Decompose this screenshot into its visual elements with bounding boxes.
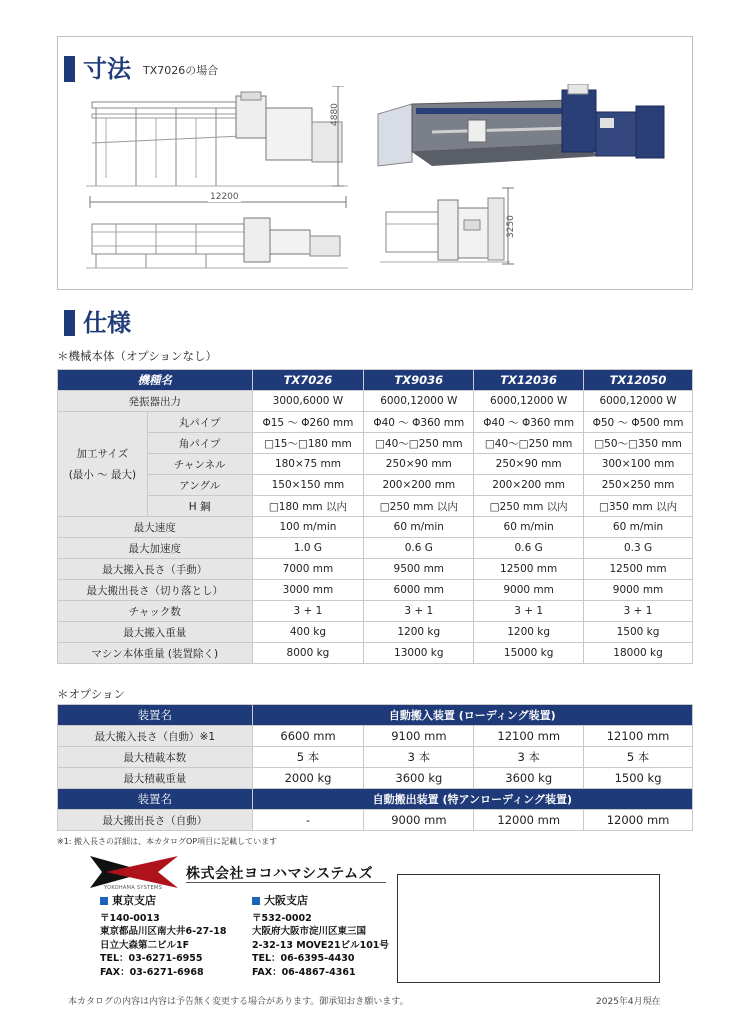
osaka-fax: FAX：06-4867-4361 <box>252 966 356 978</box>
company-underline <box>186 882 386 883</box>
cell: □250 mm 以内 <box>364 496 474 517</box>
cell: 3 本 <box>364 747 474 768</box>
table-row <box>58 517 693 538</box>
row-label: 最大積載本数 <box>58 747 253 768</box>
cell: 12500 mm <box>474 559 584 580</box>
cell: 9000 mm <box>364 810 474 831</box>
side-height-label: 3250 <box>506 215 516 238</box>
osaka-zip: 〒532-0002 <box>252 912 312 924</box>
cell: 5 本 <box>584 747 693 768</box>
cell: □350 mm 以内 <box>584 496 693 517</box>
table-row <box>58 559 693 580</box>
height-dimension-line <box>328 86 348 188</box>
cell: 18000 kg <box>584 643 693 664</box>
row-label: 最大速度 <box>58 517 253 538</box>
specs-heading <box>64 310 131 336</box>
row-label: 最大積載重量 <box>58 768 253 789</box>
table-row <box>58 454 693 475</box>
logo-text: YOKOHAMA SYSTEMS <box>104 885 163 891</box>
specs-title: 仕様 <box>83 309 131 337</box>
row-label: 最大搬入長さ（手動） <box>58 559 253 580</box>
cell: 6000,12000 W <box>584 391 693 412</box>
row-label: 最大搬出長さ（自動） <box>58 810 253 831</box>
cell: 250×90 mm <box>474 454 584 475</box>
cell: 3600 kg <box>364 768 474 789</box>
tokyo-fax: FAX：03-6271-6968 <box>100 966 204 978</box>
cell: □250 mm 以内 <box>474 496 584 517</box>
row-label: 最大搬入重量 <box>58 622 253 643</box>
options-table <box>57 704 693 831</box>
row-label: 最大搬出長さ（切り落とし） <box>58 580 253 601</box>
cell: □40～□250 mm <box>474 433 584 454</box>
osaka-branch <box>252 894 389 979</box>
tokyo-branch-heading <box>100 894 226 908</box>
table-row <box>58 601 693 622</box>
unloader-device-name: 自動搬出装置 (特アンローディング装置) <box>252 789 692 810</box>
cell: 150×150 mm <box>252 475 364 496</box>
cell: 60 m/min <box>474 517 584 538</box>
cell: 15000 kg <box>474 643 584 664</box>
height-label: 4880 <box>330 103 340 126</box>
footer-date: 2025年4月現在 <box>596 997 661 1007</box>
cell: 3000 mm <box>252 580 364 601</box>
processing-size-group <box>58 412 148 517</box>
company-name: 株式会社ヨコハマシステムズ <box>186 866 374 882</box>
osaka-address-2: 2-32-13 MOVE21ビル101号 <box>252 939 389 951</box>
cell: □180 mm 以内 <box>252 496 364 517</box>
group-sublabel: (最小 ～ 最大) <box>68 469 137 481</box>
cell: 60 m/min <box>584 517 693 538</box>
cell: 1500 kg <box>584 768 693 789</box>
device-name-label: 装置名 <box>58 789 253 810</box>
cell: 9000 mm <box>584 580 693 601</box>
row-label: H 鋼 <box>147 496 252 517</box>
cell: 3 + 1 <box>364 601 474 622</box>
osaka-branch-title: 大阪支店 <box>264 894 308 907</box>
cell: 0.6 G <box>364 538 474 559</box>
machine-3d-render <box>372 84 670 168</box>
cell: 13000 kg <box>364 643 474 664</box>
cell: 5 本 <box>252 747 364 768</box>
cell: 12000 mm <box>474 810 584 831</box>
table-row <box>58 580 693 601</box>
table-row <box>58 475 693 496</box>
cell: □15～□180 mm <box>252 433 364 454</box>
table-row <box>58 747 693 768</box>
cell: 12500 mm <box>584 559 693 580</box>
cell: 1.0 G <box>252 538 364 559</box>
cell: 3600 kg <box>474 768 584 789</box>
machine-top-drawing <box>86 210 348 272</box>
header-tx12050: TX12050 <box>584 370 693 391</box>
table-row <box>58 433 693 454</box>
cell: Φ15 ～ Φ260 mm <box>252 412 364 433</box>
table-row <box>58 643 693 664</box>
header-tx9036: TX9036 <box>364 370 474 391</box>
tokyo-zip: 〒140-0013 <box>100 912 160 924</box>
cell: 12000 mm <box>584 810 693 831</box>
width-label: 12200 <box>210 192 239 202</box>
cell: 200×200 mm <box>364 475 474 496</box>
cell: 0.3 G <box>584 538 693 559</box>
cell: 200×200 mm <box>474 475 584 496</box>
dimensions-title: 寸法 <box>83 55 131 83</box>
cell: 7000 mm <box>252 559 364 580</box>
square-icon <box>252 897 260 905</box>
cell: 1500 kg <box>584 622 693 643</box>
cell: 60 m/min <box>364 517 474 538</box>
row-label: 丸パイプ <box>147 412 252 433</box>
footnote: ※1: 搬入長さの詳細は、本カタログOP項目に記載しています <box>57 837 278 846</box>
tokyo-address-1: 東京都品川区南大井6-27-18 <box>100 926 227 937</box>
cell: 2000 kg <box>252 768 364 789</box>
footer-disclaimer: 本カタログの内容は内容は予告無く変更する場合があります。御承知おき願います。 <box>68 997 409 1007</box>
osaka-tel: TEL：06-6395-4430 <box>252 953 355 964</box>
cell: 12100 mm <box>584 726 693 747</box>
cell: 3 本 <box>474 747 584 768</box>
cell: 1200 kg <box>474 622 584 643</box>
cell: 3 + 1 <box>584 601 693 622</box>
header-tx7026: TX7026 <box>252 370 364 391</box>
machine-front-drawing <box>86 88 348 188</box>
spec-caption: ＊機械本体（オプションなし） <box>57 349 217 363</box>
header-tx12036: TX12036 <box>474 370 584 391</box>
cell: 9000 mm <box>474 580 584 601</box>
osaka-address-1: 大阪府大阪市淀川区東三国 <box>252 926 367 937</box>
cell: 1200 kg <box>364 622 474 643</box>
square-icon <box>100 897 108 905</box>
device-name-label: 装置名 <box>58 705 253 726</box>
dimensions-heading <box>64 56 218 82</box>
table-row <box>58 768 693 789</box>
group-label: 加工サイズ <box>76 448 129 460</box>
row-label: マシン本体重量 (装置除く) <box>58 643 253 664</box>
cell: 12100 mm <box>474 726 584 747</box>
cell: Φ40 ～ Φ360 mm <box>364 412 474 433</box>
table-row <box>58 810 693 831</box>
cell: 9500 mm <box>364 559 474 580</box>
cell: 400 kg <box>252 622 364 643</box>
cell: Φ40 ～ Φ360 mm <box>474 412 584 433</box>
cell: 100 m/min <box>252 517 364 538</box>
cell: 3 + 1 <box>252 601 364 622</box>
cell: 3000,6000 W <box>252 391 364 412</box>
tokyo-branch-title: 東京支店 <box>112 894 156 907</box>
table-row <box>58 538 693 559</box>
row-label: アングル <box>147 475 252 496</box>
cell: 6000,12000 W <box>474 391 584 412</box>
cell: 8000 kg <box>252 643 364 664</box>
heading-bar <box>64 310 75 336</box>
table-row <box>58 726 693 747</box>
cell: - <box>252 810 364 831</box>
header-model: 機種名 <box>58 370 253 391</box>
cell: 3 + 1 <box>474 601 584 622</box>
cell: 6600 mm <box>252 726 364 747</box>
cell: 250×250 mm <box>584 475 693 496</box>
dimensions-subtitle: TX7026の場合 <box>143 64 219 77</box>
tokyo-branch <box>100 894 226 979</box>
cell: □50～□350 mm <box>584 433 693 454</box>
spec-header-row <box>58 370 693 391</box>
table-row <box>58 622 693 643</box>
row-label: チャンネル <box>147 454 252 475</box>
tokyo-tel: TEL：03-6271-6955 <box>100 953 203 964</box>
row-label: 最大加速度 <box>58 538 253 559</box>
cell: Φ50 ～ Φ500 mm <box>584 412 693 433</box>
cell: 250×90 mm <box>364 454 474 475</box>
osaka-branch-heading <box>252 894 389 908</box>
loader-header-row <box>58 705 693 726</box>
unloader-header-row <box>58 789 693 810</box>
tokyo-address-2: 日立大森第二ビル1F <box>100 939 190 951</box>
cell: 6000,12000 W <box>364 391 474 412</box>
table-row <box>58 412 693 433</box>
dealer-stamp-box <box>397 874 660 983</box>
row-label: 角パイプ <box>147 433 252 454</box>
options-caption: ＊オプション <box>57 687 125 701</box>
cell: □40～□250 mm <box>364 433 474 454</box>
heading-bar <box>64 56 75 82</box>
cell: 6000 mm <box>364 580 474 601</box>
cell: 9100 mm <box>364 726 474 747</box>
loader-device-name: 自動搬入装置 (ローディング装置) <box>252 705 692 726</box>
table-row <box>58 496 693 517</box>
row-label: 最大搬入長さ（自動）※1 <box>58 726 253 747</box>
cell: 300×100 mm <box>584 454 693 475</box>
row-label: チャック数 <box>58 601 253 622</box>
row-label: 発振器出力 <box>58 391 253 412</box>
cell: 180×75 mm <box>252 454 364 475</box>
spec-table <box>57 369 693 664</box>
cell: 0.6 G <box>474 538 584 559</box>
table-row <box>58 391 693 412</box>
